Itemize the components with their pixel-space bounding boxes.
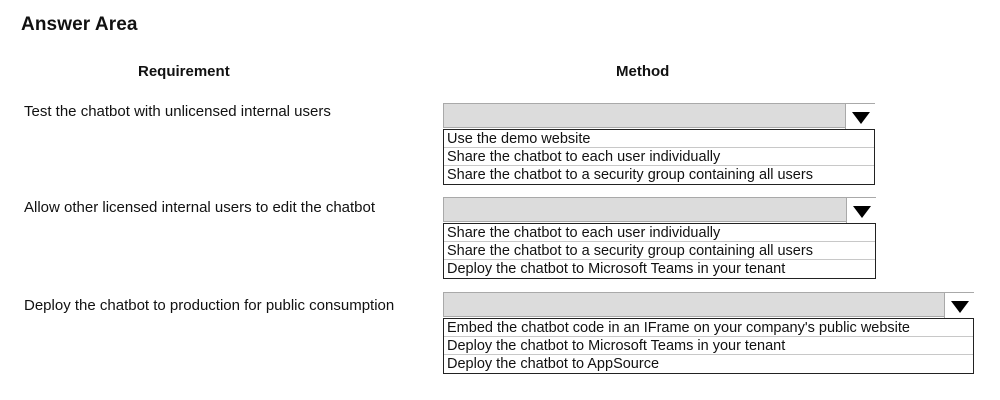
dropdown-option[interactable]: Deploy the chatbot to Microsoft Teams in your tenant <box>447 261 786 277</box>
dropdown-option[interactable]: Deploy the chatbot to Microsoft Teams in your tenant <box>444 337 973 355</box>
dropdown-select-box-3[interactable] <box>443 292 974 317</box>
requirement-text-1: Test the chatbot with unlicensed internal users <box>24 103 331 120</box>
dropdown-option[interactable]: Share the chatbot to a security group containing all users <box>444 242 875 260</box>
dropdown-option[interactable]: Share the chatbot to each user individually <box>444 224 875 242</box>
method-dropdown-2 <box>443 197 876 283</box>
dropdown-option[interactable]: Use the demo website <box>444 130 874 148</box>
answer-area-title: Answer Area <box>21 14 138 35</box>
method-column-header: Method <box>616 63 670 80</box>
dropdown-option[interactable]: Deploy the chatbot to AppSource <box>447 356 660 372</box>
dropdown-arrow-button-3[interactable] <box>944 293 974 318</box>
method-dropdown-1 <box>443 103 875 187</box>
dropdown-select-box-1[interactable] <box>443 103 875 128</box>
triangle-down-icon <box>853 206 871 218</box>
dropdown-arrow-button-2[interactable] <box>846 198 876 223</box>
method-dropdown-3 <box>443 292 974 378</box>
dropdown-options-3 <box>443 318 974 374</box>
dropdown-arrow-button-1[interactable] <box>845 104 875 129</box>
dropdown-options-1 <box>443 129 875 185</box>
requirement-column-header: Requirement <box>138 63 230 80</box>
dropdown-option[interactable]: Share the chatbot to a security group containing all users <box>447 167 813 183</box>
dropdown-option[interactable]: Share the chatbot to each user individually <box>444 148 874 166</box>
triangle-down-icon <box>852 112 870 124</box>
requirement-text-2: Allow other licensed internal users to edit the chatbot <box>24 199 376 216</box>
dropdown-select-box-2[interactable] <box>443 197 876 222</box>
dropdown-option[interactable]: Embed the chatbot code in an IFrame on your company's public website <box>444 319 973 337</box>
triangle-down-icon <box>951 301 969 313</box>
dropdown-options-2 <box>443 223 876 279</box>
requirement-text-3: Deploy the chatbot to production for public consumption <box>24 297 395 314</box>
